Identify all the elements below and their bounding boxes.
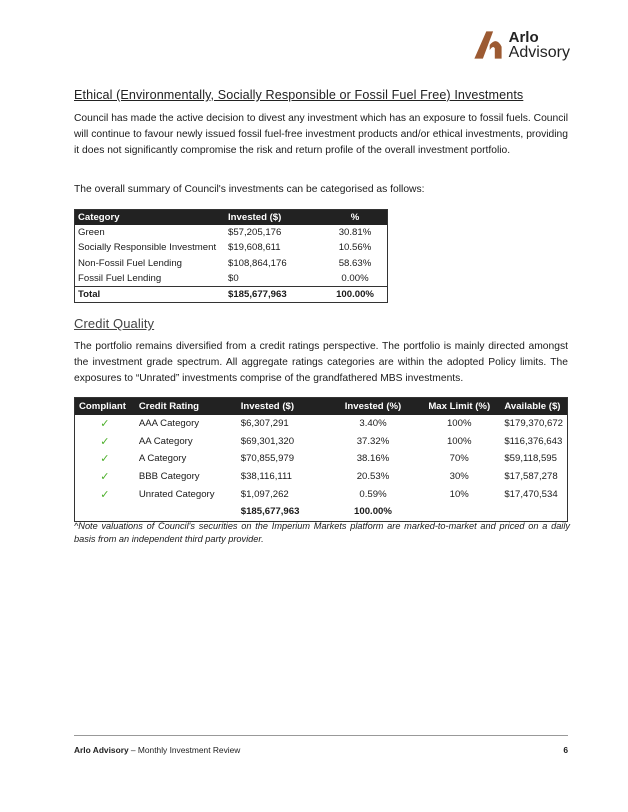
cell-rating: A Category — [138, 453, 187, 465]
header-credit-rating: Credit Rating — [135, 398, 237, 416]
table-row — [75, 485, 568, 503]
header-invested: Invested ($) — [237, 398, 328, 416]
footer-divider — [74, 735, 568, 736]
total-percent: 100.00% — [354, 506, 392, 518]
cell-rating: AA Category — [138, 435, 193, 447]
valuation-note: ^Note valuations of Council's securities on the Imperium Markets platform are marked-to-market and priced on a daily basis from an independent third party provider. — [74, 521, 570, 544]
footer — [74, 745, 240, 755]
credit-table-header — [75, 398, 568, 416]
cell-percent: 30.81% — [338, 227, 372, 239]
cell-rating: AAA Category — [138, 418, 200, 430]
cell-rating: Unrated Category — [138, 488, 215, 500]
header-compliant: Compliant — [75, 398, 135, 416]
header-percent: % — [323, 210, 388, 226]
cell-invested: $6,307,291 — [240, 418, 289, 430]
check-icon: ✓ — [100, 435, 110, 448]
total-row — [75, 287, 388, 303]
cell-category: Socially Responsible Investment — [78, 242, 217, 254]
ethical-paragraph: Council has made the active decision to divest any investment which has an exposure to fossil fuels. Council will continue to favour newly issued fossil fuel-free investment products and/or ethical investments, providing it does not significantly compromise the risk and return profile of the overall investment portfolio. — [74, 113, 568, 156]
credit-paragraph: The portfolio remains diversified from a credit ratings perspective. The portfolio is mainly directed amongst the investment grade spectrum. All aggregate ratings categories are within the adopted Policy limits. The exposures to “Unrated” investments comprise of the grandfathered MBS investments. — [74, 341, 568, 384]
empty-cell — [418, 503, 500, 521]
cell-max-limit: 70% — [449, 453, 469, 465]
cell-invested: $108,864,176 — [228, 257, 287, 269]
cell-category: Green — [78, 227, 105, 239]
empty-cell — [135, 503, 237, 521]
check-icon: ✓ — [100, 453, 110, 466]
ethical-heading: Ethical (Environmentally, Socially Responsible or Fossil Fuel Free) Investments — [74, 88, 524, 102]
header-invested-percent: Invested (%) — [328, 398, 418, 416]
check-icon: ✓ — [100, 471, 110, 484]
table-row — [75, 468, 568, 486]
cell-invested: $0 — [228, 273, 239, 285]
category-table — [74, 209, 388, 303]
check-icon: ✓ — [100, 418, 110, 431]
table-row — [75, 256, 388, 271]
header-category: Category — [75, 210, 226, 226]
table-row — [75, 415, 568, 433]
cell-available: $59,118,595 — [504, 453, 557, 465]
cell-invested: $69,301,320 — [240, 435, 295, 447]
footer-title: – Monthly Investment Review — [128, 745, 241, 755]
logo-subname: Advisory — [508, 44, 570, 61]
cell-invested-percent: 3.40% — [359, 418, 387, 430]
cell-max-limit: 10% — [449, 488, 469, 500]
summary-paragraph: The overall summary of Council's investments can be categorised as follows: — [74, 184, 425, 195]
cell-category: Non-Fossil Fuel Lending — [78, 257, 182, 269]
cell-available: $179,370,672 — [504, 418, 563, 430]
cell-available: $17,587,278 — [504, 471, 558, 483]
empty-cell — [500, 503, 567, 521]
footer-brand: Arlo Advisory — [74, 745, 129, 755]
cell-available: $116,376,643 — [504, 435, 563, 447]
total-row — [75, 503, 568, 521]
table-row — [75, 240, 388, 255]
cell-max-limit: 100% — [446, 418, 472, 430]
cell-invested-percent: 0.59% — [359, 488, 387, 500]
cell-invested: $19,608,611 — [228, 242, 281, 254]
table-row — [75, 450, 568, 468]
cell-max-limit: 30% — [449, 471, 469, 483]
total-percent: 100.00% — [323, 287, 388, 303]
arlo-logo-icon — [471, 28, 505, 62]
category-table-header — [75, 210, 388, 226]
brand-logo — [471, 28, 570, 62]
table-row — [75, 271, 388, 287]
total-label: Total — [75, 287, 226, 303]
table-row — [75, 433, 568, 451]
cell-invested: $38,116,111 — [240, 471, 292, 483]
table-row — [75, 225, 388, 240]
page-number: 6 — [563, 745, 568, 755]
cell-percent: 58.63% — [338, 257, 372, 269]
header-available: Available ($) — [500, 398, 567, 416]
header-max-limit: Max Limit (%) — [418, 398, 500, 416]
check-icon: ✓ — [100, 488, 110, 501]
cell-category: Fossil Fuel Lending — [78, 273, 162, 285]
cell-invested-percent: 20.53% — [356, 471, 390, 483]
credit-quality-heading: Credit Quality — [74, 316, 155, 331]
credit-rating-table — [74, 397, 568, 522]
cell-max-limit: 100% — [446, 435, 472, 447]
cell-invested-percent: 38.16% — [356, 453, 390, 465]
empty-cell — [75, 503, 135, 521]
total-invested: $185,677,963 — [225, 287, 323, 303]
total-invested: $185,677,963 — [240, 506, 300, 518]
cell-invested-percent: 37.32% — [356, 435, 390, 447]
cell-invested: $70,855,979 — [240, 453, 295, 465]
cell-invested: $1,097,262 — [240, 488, 289, 500]
cell-available: $17,470,534 — [504, 488, 558, 500]
cell-rating: BBB Category — [138, 471, 200, 483]
logo-name: Arlo — [508, 29, 539, 46]
header-invested: Invested ($) — [225, 210, 323, 226]
cell-invested: $57,205,176 — [228, 227, 282, 239]
cell-percent: 10.56% — [338, 242, 372, 254]
cell-percent: 0.00% — [341, 273, 369, 285]
